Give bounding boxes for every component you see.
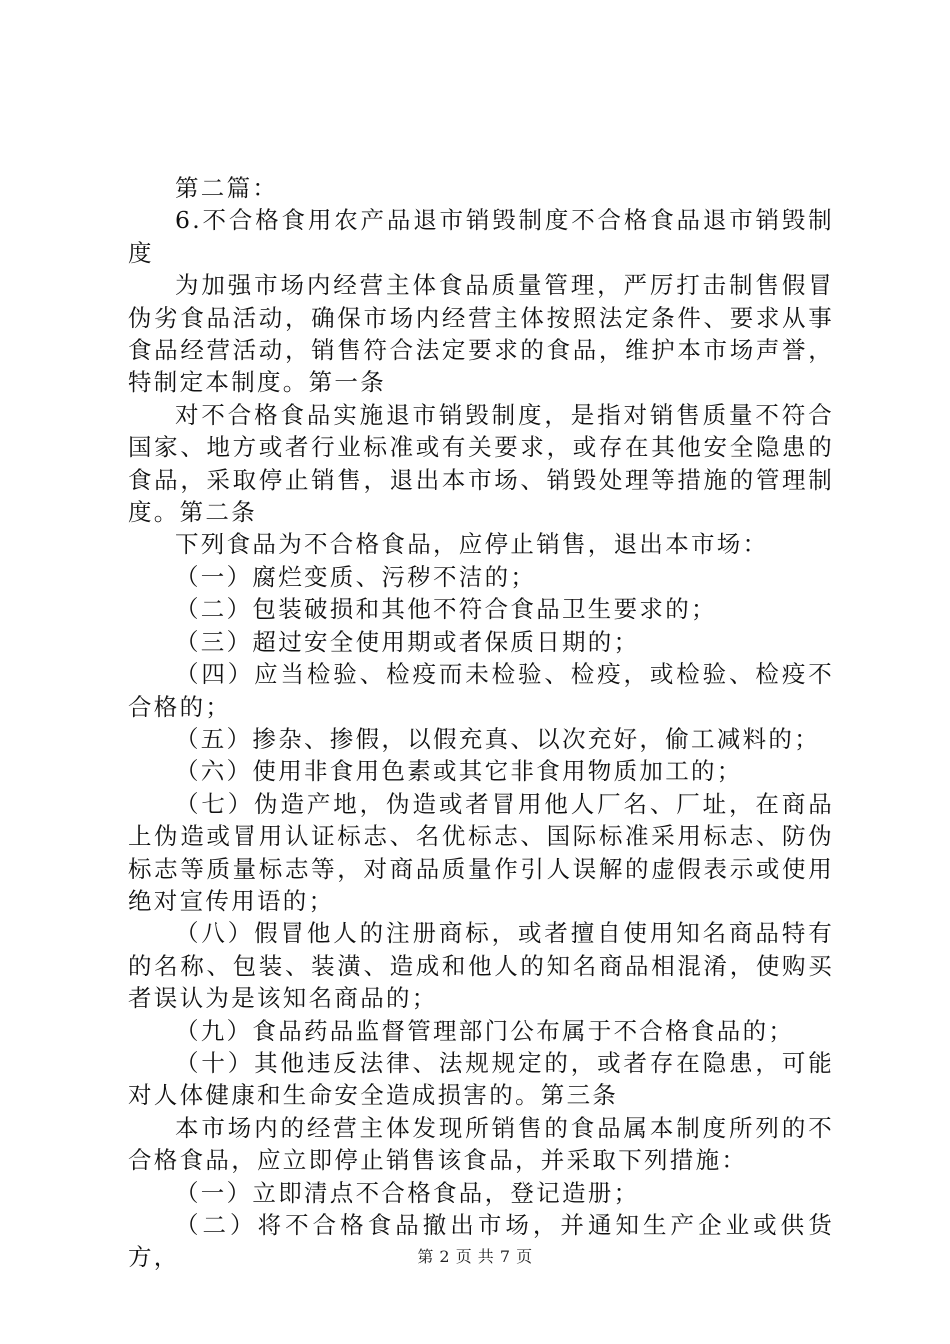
paragraph: 为加强市场内经营主体食品质量管理，严厉打击制售假冒伪劣食品活动，确保市场内经营主体按照法定条件、要求从事食品经营活动，销售符合法定要求的食品，维护本市场声誉，特制定本制度。第一条 <box>128 271 834 397</box>
list-item: （一）立即清点不合格食品，登记造册； <box>175 1178 640 1207</box>
list-item: （九）食品药品监督管理部门公布属于不合格食品的； <box>175 1016 795 1045</box>
list-item: （三）超过安全使用期或者保质日期的； <box>175 627 640 656</box>
page-number-label: 第 2 页 共 7 页 <box>417 1247 533 1266</box>
document-body <box>128 172 834 1274</box>
list-item: （八）假冒他人的注册商标，或者擅自使用知名商品特有的名称、包装、装潢、造成和他人的知名商品相混淆，使购买者误认为是该知名商品的； <box>128 919 834 1013</box>
list-item: （五）掺杂、掺假，以假充真、以次充好，偷工减料的； <box>175 724 820 753</box>
paragraph: 下列食品为不合格食品，应停止销售，退出本市场： <box>175 530 769 559</box>
list-item: （四）应当检验、检疫而未检验、检疫，或检验、检疫不合格的； <box>128 660 834 721</box>
paragraph: 本市场内的经营主体发现所销售的食品属本制度所列的不合格食品，应立即停止销售该食品，并采取下列措施： <box>128 1113 834 1175</box>
document-title: 6.不合格食用农产品退市销毁制度不合格食品退市销毁制度 <box>128 206 834 267</box>
list-item: （六）使用非食用色素或其它非食用物质加工的； <box>175 757 743 786</box>
list-item: （二）将不合格食品撤出市场，并通知生产企业或供货方， <box>128 1211 834 1272</box>
paragraph: 对不合格食品实施退市销毁制度，是指对销售质量不符合国家、地方或者行业标准或有关要求，或存在其他安全隐患的食品，采取停止销售，退出本市场、销毁处理等措施的管理制度。第二条 <box>128 400 834 527</box>
list-item: （一）腐烂变质、污秽不洁的； <box>175 562 537 591</box>
list-item: （七）伪造产地，伪造或者冒用他人厂名、厂址，在商品上伪造或冒用认证标志、名优标志、国际标准采用标志、防伪标志等质量标志等，对商品质量作引人误解的虚假表示或使用绝对宣传用语的； <box>128 789 834 915</box>
page-footer <box>0 1244 950 1267</box>
list-item: （十）其他违反法律、法规规定的，或者存在隐患，可能对人体健康和生命安全造成损害的。第三条 <box>128 1048 834 1110</box>
section-heading: 第二篇： <box>175 174 279 202</box>
list-item: （二）包装破损和其他不符合食品卫生要求的； <box>175 595 717 624</box>
